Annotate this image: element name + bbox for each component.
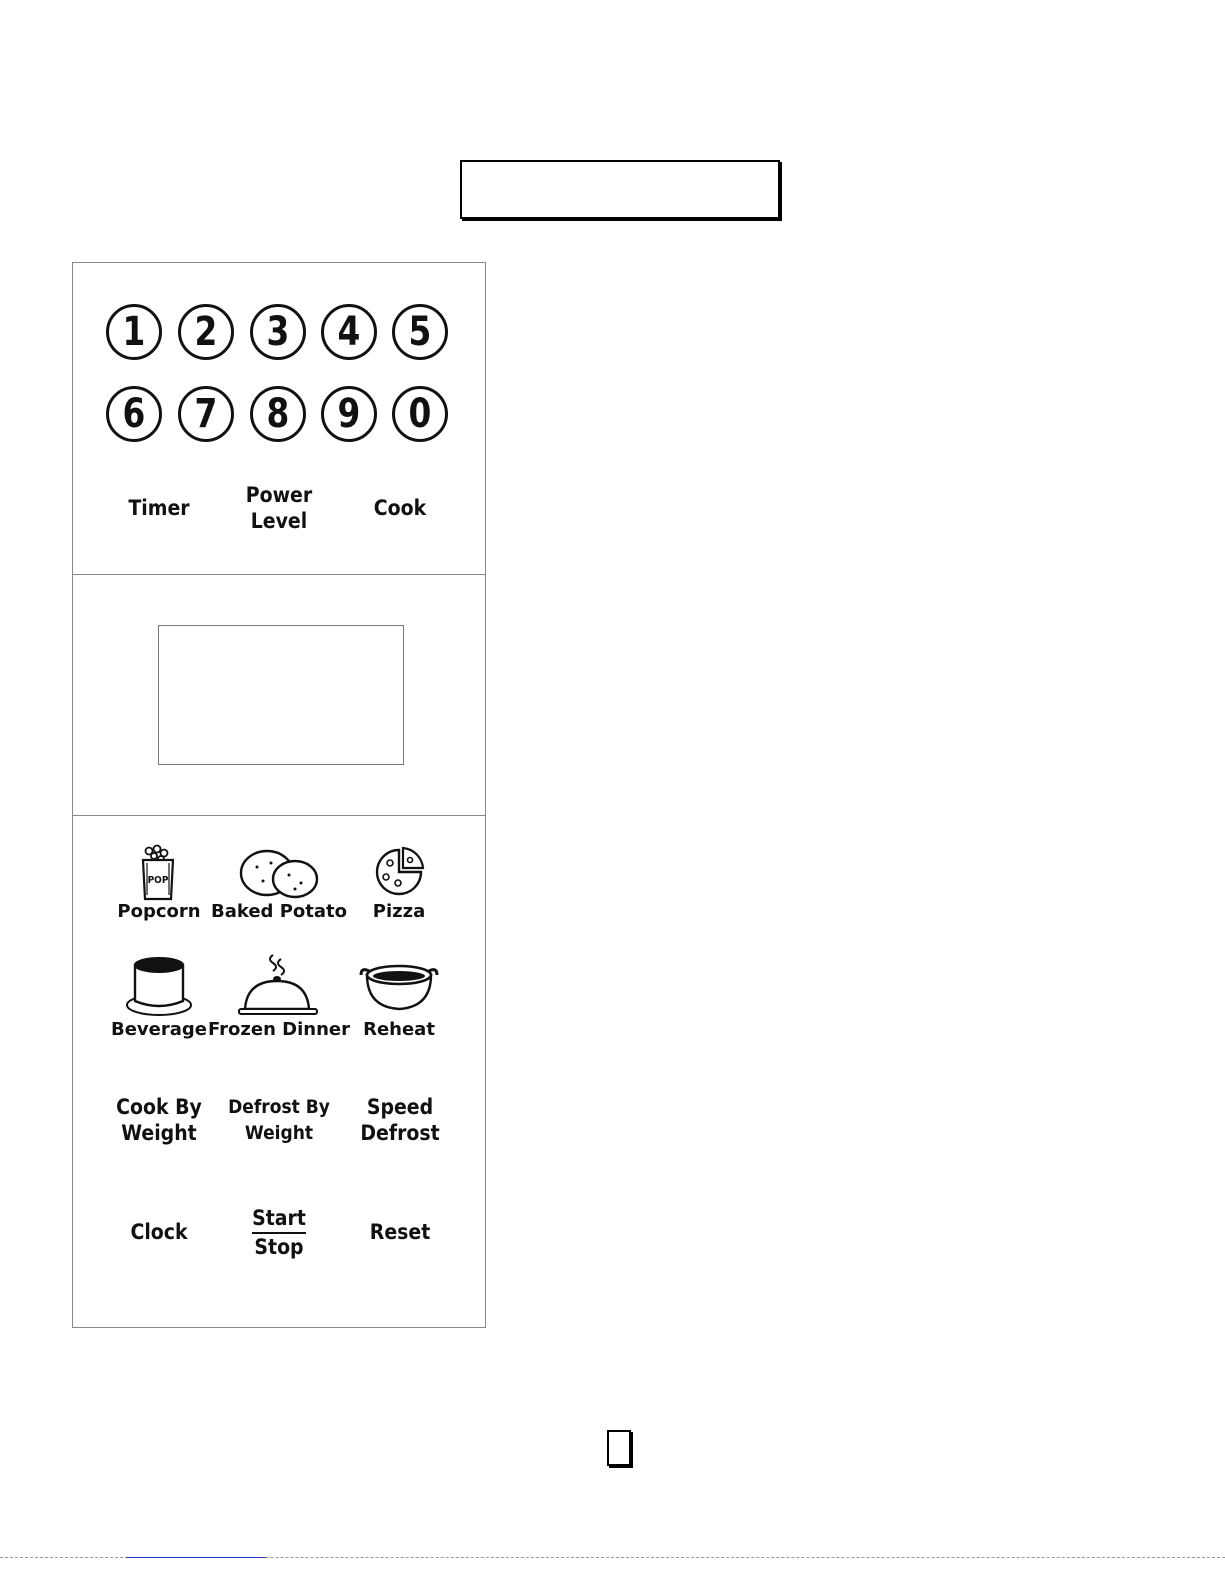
speed-defrost-label-line2: Defrost	[360, 1121, 440, 1145]
timer-label: Timer	[128, 496, 190, 520]
frozen-dinner-button[interactable]	[208, 951, 350, 1041]
number-button-7[interactable]: 7	[178, 386, 234, 442]
cook-by-weight-button[interactable]	[99, 1094, 219, 1146]
defrost-by-weight-label-line2: Weight	[244, 1122, 314, 1144]
number-button-5[interactable]: 5	[392, 304, 448, 360]
control-panel	[72, 262, 486, 1328]
serving-dish-icon	[237, 951, 321, 1019]
pizza-button[interactable]	[334, 843, 464, 923]
beverage-button[interactable]	[94, 951, 224, 1041]
footer-link-underline	[126, 1557, 266, 1558]
clock-button[interactable]	[99, 1219, 219, 1245]
beverage-label: Beverage	[111, 1019, 207, 1040]
clock-label: Clock	[130, 1220, 188, 1244]
header-label-box	[460, 160, 780, 219]
reheat-button[interactable]	[334, 951, 464, 1041]
timer-button[interactable]	[99, 495, 219, 521]
number-button-8[interactable]: 8	[250, 386, 306, 442]
panel-divider-top	[73, 574, 485, 575]
page-number-box	[607, 1430, 631, 1466]
number-button-0[interactable]: 0	[392, 386, 448, 442]
frozen-dinner-label: Frozen Dinner	[208, 1019, 350, 1040]
baked-potato-label: Baked Potato	[211, 901, 347, 922]
start-label: Start	[252, 1205, 306, 1234]
defrost-by-weight-button[interactable]	[219, 1094, 339, 1146]
display-window	[158, 625, 404, 765]
power-level-label-line1: Power	[245, 483, 313, 507]
popcorn-button[interactable]	[94, 843, 224, 923]
number-button-3[interactable]: 3	[250, 304, 306, 360]
pot-icon	[357, 951, 441, 1019]
popcorn-icon	[135, 843, 183, 901]
reheat-label: Reheat	[363, 1019, 435, 1040]
pizza-label: Pizza	[372, 901, 426, 922]
number-button-4[interactable]: 4	[321, 304, 377, 360]
number-button-1[interactable]: 1	[106, 304, 162, 360]
number-button-9[interactable]: 9	[321, 386, 377, 442]
coffee-cup-icon	[123, 951, 195, 1019]
speed-defrost-label-line1: Speed	[366, 1095, 434, 1119]
cook-label: Cook	[373, 496, 427, 520]
reset-button[interactable]	[340, 1219, 460, 1245]
power-level-button[interactable]	[219, 482, 339, 534]
potato-icon	[237, 843, 321, 901]
power-level-label-line2: Level	[250, 509, 308, 533]
pizza-icon	[368, 843, 430, 901]
cook-by-weight-label-line2: Weight	[121, 1121, 197, 1145]
stop-label: Stop	[254, 1235, 304, 1259]
svg-text:POP: POP	[147, 875, 169, 886]
popcorn-label: Popcorn	[117, 901, 201, 922]
defrost-by-weight-label-line1: Defrost By	[228, 1096, 330, 1118]
start-stop-button[interactable]	[219, 1205, 339, 1260]
reset-label: Reset	[369, 1220, 431, 1244]
cook-by-weight-label-line1: Cook By	[116, 1095, 202, 1119]
panel-divider-bottom	[73, 815, 485, 816]
speed-defrost-button[interactable]	[340, 1094, 460, 1146]
number-button-6[interactable]: 6	[106, 386, 162, 442]
number-button-2[interactable]: 2	[178, 304, 234, 360]
cook-button[interactable]	[340, 495, 460, 521]
baked-potato-button[interactable]	[211, 843, 347, 923]
